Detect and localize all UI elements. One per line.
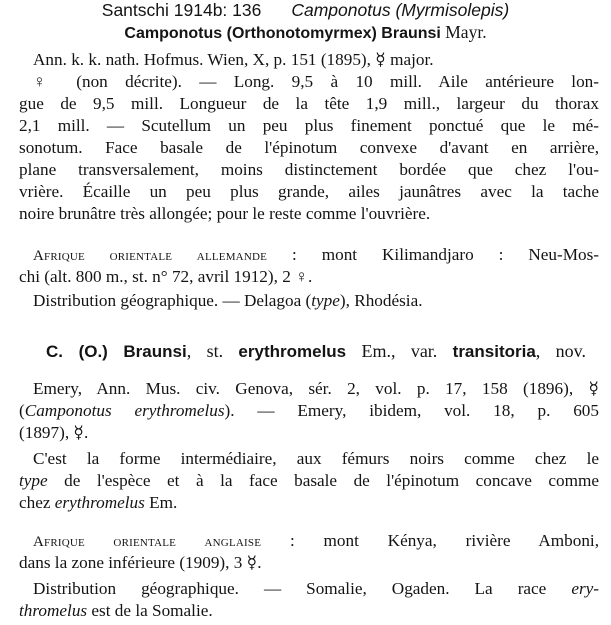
subheading-nov: , nov. bbox=[535, 341, 586, 361]
para1-line-6: plane transversalement, moins distinctement bordée que chez l'ou- bbox=[19, 160, 599, 179]
para1-line-2: ♀ (non décrite). — Long. 9,5 à 10 mill. Aile antérieure lon- bbox=[33, 72, 599, 91]
para2-italic-name: Camponotus erythromelus bbox=[24, 401, 225, 420]
taxon-name: Camponotus (Myrmisolepis) bbox=[291, 0, 510, 20]
citation: Santschi 1914b: 136 bbox=[101, 0, 262, 20]
para2-line-6-prefix: chez bbox=[19, 493, 55, 512]
para2-line-5-text: de l'espèce et à la face basale de l'épinotum concave comme bbox=[47, 471, 599, 490]
region-1: Afrique orientale allemande bbox=[33, 248, 268, 264]
distribution-1-prefix: Distribution géographique. — Delagoa ( bbox=[33, 291, 312, 310]
source-header bbox=[0, 0, 611, 21]
para2-line-1: Emery, Ann. Mus. civ. Genova, sér. 2, vol. p. 17, 158 (1896), ☿ bbox=[33, 379, 599, 398]
para1-line-4: 2,1 mill. — Scutellum un peu plus finement ponctué que le mé- bbox=[19, 116, 599, 135]
subheading-name: C. (O.) Braunsi bbox=[46, 342, 187, 361]
subheading-var: Em., var. bbox=[346, 341, 453, 361]
species-title bbox=[0, 22, 611, 43]
para2-type: type bbox=[19, 471, 48, 490]
distribution-2-italic: ery- bbox=[571, 579, 599, 598]
para2-line-4: C'est la forme intermédiaire, aux fémurs noirs comme chez le bbox=[33, 449, 599, 468]
subspecies-heading bbox=[46, 341, 586, 362]
para1-line-7: vrière. Écaille un peu plus grande, ailes jaunâtres avec la tache bbox=[19, 182, 599, 201]
locality-2-text: : mont Kénya, rivière Amboni, bbox=[261, 531, 599, 550]
locality-2-line-1 bbox=[33, 530, 599, 553]
locality-1-line-2: chi (alt. 800 m., st. n° 72, avril 1912), 2 ♀. bbox=[19, 267, 313, 286]
locality-2-line-2: dans la zone inférieure (1909), 3 ☿. bbox=[19, 553, 262, 572]
distribution-1-suffix: ), Rhodésia. bbox=[339, 291, 423, 310]
para1-line-5: sonotum. Face basale de l'épinotum convexe d'avant en arrière, bbox=[19, 138, 599, 157]
para1-line-8: noire brunâtre très allongée; pour le reste comme l'ouvrière. bbox=[19, 204, 431, 223]
para2-line-2-text: ). — Emery, ibidem, vol. 18, p. 605 bbox=[224, 401, 599, 420]
species-author: Mayr. bbox=[445, 22, 487, 42]
para2-line-5 bbox=[19, 470, 599, 492]
para2-line-6-suffix: Em. bbox=[144, 493, 178, 512]
para2-line-6-italic: erythromelus bbox=[54, 493, 145, 512]
distribution-2-line-2 bbox=[19, 600, 599, 622]
distribution-2-italic-2: thromelus bbox=[19, 601, 88, 620]
region-2: Afrique orientale anglaise bbox=[33, 534, 262, 550]
distribution-1-type: type bbox=[311, 291, 340, 310]
para1-line-1: Ann. k. k. nath. Hofmus. Wien, X, p. 151 (1895), ☿ major. bbox=[33, 50, 434, 69]
distribution-1 bbox=[33, 290, 599, 312]
locality-1-line-1 bbox=[33, 244, 599, 267]
para1-line-3: gue de 9,5 mill. Longueur de la tête 1,9 mill., largeur du thorax bbox=[19, 94, 599, 113]
para2-line-6 bbox=[19, 492, 599, 514]
subheading-variety: transitoria bbox=[452, 342, 536, 361]
species-name: Camponotus (Orthonotomyrmex) Braunsi bbox=[124, 25, 441, 42]
distribution-2-line-1 bbox=[33, 578, 599, 600]
subheading-subspecies: erythromelus bbox=[238, 342, 347, 361]
distribution-2-text: est de la Somalie. bbox=[87, 601, 213, 620]
para2-line-2: (Camponotus erythromelus). — Emery, ibidem, vol. 18, p. 605 bbox=[19, 401, 599, 420]
locality-1-text: : mont Kilimandjaro : Neu-Mos- bbox=[267, 245, 599, 264]
para2-line-3: (1897), ☿. bbox=[19, 423, 89, 442]
distribution-2-prefix: Distribution géographique. — Somalie, Ogaden. La race bbox=[33, 579, 572, 598]
subheading-st: , st. bbox=[186, 341, 239, 361]
